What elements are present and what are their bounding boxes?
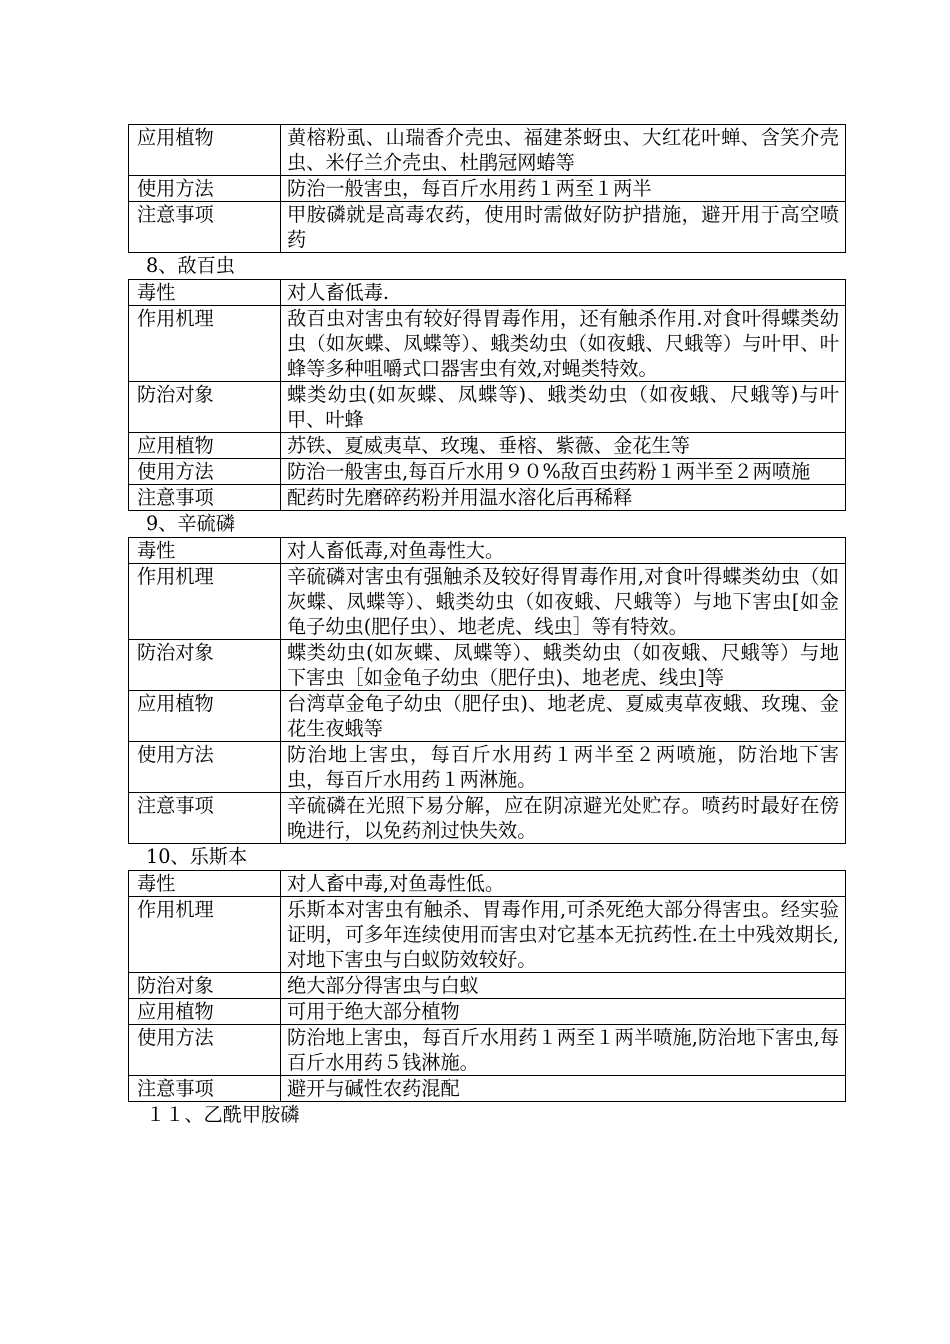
- row-value: 可用于绝大部分植物: [281, 999, 846, 1025]
- row-value: 对人畜低毒,对鱼毒性大。: [281, 538, 846, 564]
- row-label: 作用机理: [129, 564, 281, 640]
- row-label: 防治对象: [129, 973, 281, 999]
- row-label: 防治对象: [129, 640, 281, 691]
- table-row: [129, 306, 846, 382]
- pesticide-table: [128, 279, 846, 511]
- section-heading: 8、敌百虫: [146, 254, 235, 277]
- row-label: 注意事项: [129, 485, 281, 511]
- table-row: [129, 564, 846, 640]
- section-heading: 9、辛硫磷: [146, 512, 235, 535]
- row-label: 使用方法: [129, 1025, 281, 1076]
- table-row: [129, 1076, 846, 1102]
- row-value: 台湾草金龟子幼虫（肥仔虫)、地老虎、夏威夷草夜蛾、玫瑰、金花生夜蛾等: [281, 691, 846, 742]
- row-value: 防治地上害虫，每百斤水用药１两至１两半喷施,防治地下害虫,每百斤水用药５钱淋施。: [281, 1025, 846, 1076]
- table-row: [129, 459, 846, 485]
- pesticide-table: [128, 870, 846, 1102]
- pesticide-table: [128, 124, 846, 253]
- table-row: [129, 742, 846, 793]
- row-label: 注意事项: [129, 1076, 281, 1102]
- row-value: 防治地上害虫，每百斤水用药１两半至２两喷施，防治地下害虫，每百斤水用药１两淋施。: [281, 742, 846, 793]
- table-row: [129, 999, 846, 1025]
- table-row: [129, 538, 846, 564]
- table-row: [129, 382, 846, 433]
- table-row: [129, 1025, 846, 1076]
- row-label: 使用方法: [129, 459, 281, 485]
- row-value: 辛硫磷在光照下易分解，应在阴凉避光处贮存。喷药时最好在傍晚进行，以免药剂过快失效。: [281, 793, 846, 844]
- pesticide-table: [128, 537, 846, 844]
- row-value: 蝶类幼虫(如灰蝶、凤蝶等）、蛾类幼虫（如夜蛾、尺蛾等）与地下害虫［如金龟子幼虫（肥仔虫)、地老虎、线虫]等: [281, 640, 846, 691]
- row-value: 甲胺磷就是高毒农药，使用时需做好防护措施，避开用于高空喷药: [281, 202, 846, 253]
- row-label: 注意事项: [129, 793, 281, 844]
- row-value: 黄榕粉虱、山瑞香介壳虫、福建茶蚜虫、大红花叶蝉、含笑介壳虫、米仔兰介壳虫、杜鹃冠网蝽等: [281, 125, 846, 176]
- table-row: [129, 202, 846, 253]
- row-label: 使用方法: [129, 176, 281, 202]
- row-value: 苏铁、夏威夷草、玫瑰、垂榕、紫薇、金花生等: [281, 433, 846, 459]
- row-value: 配药时先磨碎药粉并用温水溶化后再稀释: [281, 485, 846, 511]
- row-label: 作用机理: [129, 306, 281, 382]
- table-row: [129, 176, 846, 202]
- row-label: 作用机理: [129, 897, 281, 973]
- row-value: 对人畜低毒.: [281, 280, 846, 306]
- table-row: [129, 793, 846, 844]
- section-heading: 10、乐斯本: [146, 845, 248, 868]
- table-row: [129, 973, 846, 999]
- row-label: 防治对象: [129, 382, 281, 433]
- row-value: 防治一般害虫,每百斤水用９０%敌百虫药粉１两半至２两喷施: [281, 459, 846, 485]
- row-value: 敌百虫对害虫有较好得胃毒作用，还有触杀作用.对食叶得蝶类幼虫（如灰蝶、凤蝶等）、蛾类幼虫（如夜蛾、尺蛾等）与叶甲、叶蜂等多种咀嚼式口器害虫有效,对蝇类特效。: [281, 306, 846, 382]
- row-value: 辛硫磷对害虫有强触杀及较好得胃毒作用,对食叶得蝶类幼虫（如灰蝶、凤蝶等）、蛾类幼虫（如夜蛾、尺蛾等）与地下害虫[如金龟子幼虫(肥仔虫）、地老虎、线虫］等有特效。: [281, 564, 846, 640]
- row-value: 对人畜中毒,对鱼毒性低。: [281, 871, 846, 897]
- table-row: [129, 433, 846, 459]
- row-label: 应用植物: [129, 691, 281, 742]
- table-row: [129, 897, 846, 973]
- table-row: [129, 280, 846, 306]
- row-label: 使用方法: [129, 742, 281, 793]
- row-value: 避开与碱性农药混配: [281, 1076, 846, 1102]
- table-row: [129, 125, 846, 176]
- row-value: 蝶类幼虫(如灰蝶、凤蝶等)、蛾类幼虫（如夜蛾、尺蛾等)与叶甲、叶蜂: [281, 382, 846, 433]
- row-label: 毒性: [129, 538, 281, 564]
- row-value: 乐斯本对害虫有触杀、胃毒作用,可杀死绝大部分得害虫。经实验证明，可多年连续使用而害虫对它基本无抗药性.在土中残效期长,对地下害虫与白蚁防效较好。: [281, 897, 846, 973]
- document-body: [128, 124, 846, 1128]
- row-label: 注意事项: [129, 202, 281, 253]
- table-row: [129, 691, 846, 742]
- row-label: 应用植物: [129, 999, 281, 1025]
- row-label: 毒性: [129, 871, 281, 897]
- table-row: [129, 485, 846, 511]
- table-row: [129, 640, 846, 691]
- row-label: 应用植物: [129, 125, 281, 176]
- row-label: 应用植物: [129, 433, 281, 459]
- table-row: [129, 871, 846, 897]
- section-heading: １１、乙酰甲胺磷: [146, 1103, 300, 1126]
- row-value: 绝大部分得害虫与白蚁: [281, 973, 846, 999]
- row-label: 毒性: [129, 280, 281, 306]
- row-value: 防治一般害虫，每百斤水用药１两至１两半: [281, 176, 846, 202]
